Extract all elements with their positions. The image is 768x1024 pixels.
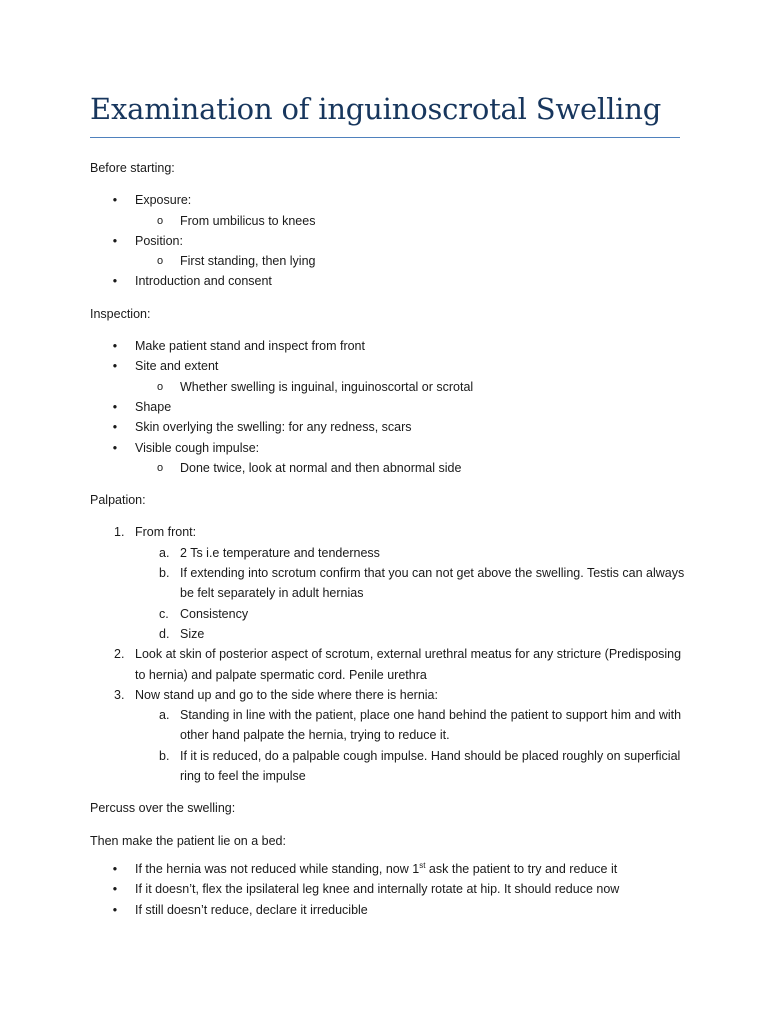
item-letter: c. — [159, 606, 169, 621]
list-item — [90, 438, 690, 479]
list-item-label: Exposure: — [135, 193, 192, 208]
item-letter: d. — [159, 626, 170, 641]
lettered-item — [135, 705, 690, 746]
list-item-label: If the hernia was not reduced while standing, now 1 — [135, 861, 420, 876]
bullet-icon: • — [112, 861, 118, 876]
list-item — [90, 900, 690, 920]
lettered-item-text: Standing in line with the patient, place one hand behind the patient to support him and with other hand palpate the hernia, trying to reduce it. — [180, 708, 682, 743]
sub-list-item — [135, 377, 690, 397]
section-heading-palpation: Palpation: — [90, 493, 146, 508]
lettered-item-text: If extending into scrotum confirm that you can not get above the swelling. Testis can always be felt separately in adult hernias — [180, 566, 685, 601]
list-item — [90, 336, 690, 356]
bullet-icon: • — [112, 902, 118, 917]
circle-bullet-icon: o — [156, 461, 164, 474]
circle-bullet-icon: o — [156, 380, 164, 393]
sub-list — [135, 251, 690, 271]
sub-list-item-label: Whether swelling is inguinal, inguinoscortal or scrotal — [180, 379, 474, 394]
lying-list — [90, 859, 690, 920]
list-item — [90, 356, 690, 397]
list-item-label-cont: ask the patient to try and reduce it — [425, 861, 618, 876]
section-heading-inspection: Inspection: — [90, 306, 151, 321]
list-item — [90, 231, 690, 272]
list-item-label: If still doesn’t reduce, declare it irreducible — [135, 902, 368, 917]
sub-list — [135, 377, 690, 397]
lettered-item — [135, 543, 690, 563]
ordinal-suffix: st — [419, 860, 426, 870]
palpation-list — [90, 522, 690, 786]
sub-list-item — [135, 251, 690, 271]
lettered-item-text: If it is reduced, do a palpable cough impulse. Hand should be placed roughly on superficial ring to feel the impulse — [180, 748, 681, 784]
sub-list-item — [135, 211, 690, 231]
lettered-item-text: Size — [180, 626, 205, 641]
bullet-icon: • — [112, 420, 118, 435]
page-title: Examination of inguinoscrotal Swelling — [90, 92, 662, 126]
list-item — [90, 417, 690, 437]
bullet-icon: • — [112, 440, 118, 455]
item-letter: b. — [159, 566, 170, 581]
list-item-label: Position: — [135, 233, 183, 248]
lettered-sub-list — [135, 543, 690, 644]
numbered-item-label: From front: — [135, 525, 197, 540]
bullet-icon: • — [112, 399, 118, 414]
lettered-item — [135, 563, 690, 604]
numbered-item — [90, 522, 690, 644]
circle-bullet-icon: o — [156, 214, 164, 227]
sub-list — [135, 211, 690, 231]
sub-list-item-label: First standing, then lying — [180, 254, 316, 269]
item-letter: a. — [159, 708, 170, 723]
list-item — [90, 859, 690, 879]
bullet-icon: • — [112, 274, 118, 289]
list-item-label: Visible cough impulse: — [135, 440, 260, 455]
sub-list-item-label: From umbilicus to knees — [180, 213, 316, 228]
item-number: 1. — [114, 525, 125, 540]
section-heading-before: Before starting: — [90, 161, 175, 175]
item-number: 2. — [114, 647, 125, 662]
numbered-item — [90, 685, 690, 786]
title-underline — [90, 137, 680, 138]
bullet-icon: • — [112, 233, 118, 248]
sub-list-item-label: Done twice, look at normal and then abnormal side — [180, 460, 462, 475]
bullet-icon: • — [112, 339, 118, 354]
lettered-item-text: Consistency — [180, 606, 249, 621]
list-item-label: Skin overlying the swelling: for any redness, scars — [135, 420, 412, 435]
bullet-icon: • — [112, 882, 118, 897]
list-item-label: Site and extent — [135, 359, 219, 374]
numbered-item — [90, 644, 690, 685]
lettered-sub-list — [135, 705, 690, 786]
section-heading-lying: Then make the patient lie on a bed: — [90, 833, 286, 848]
item-number: 3. — [114, 687, 125, 702]
lettered-item-text: 2 Ts i.e temperature and tenderness — [180, 545, 380, 560]
sub-list-item — [135, 458, 690, 478]
numbered-item-label: Now stand up and go to the side where there is hernia: — [135, 687, 438, 702]
numbered-item-label: Look at skin of posterior aspect of scrotum, external urethral meatus for any stricture (Predisposing to hernia) and palpate spermatic cord. Penile urethra — [135, 647, 682, 682]
item-letter: b. — [159, 748, 170, 763]
item-letter: a. — [159, 545, 170, 560]
section-heading-percuss: Percuss over the swelling: — [90, 801, 236, 816]
document-body — [90, 158, 690, 920]
lettered-item — [135, 604, 690, 624]
inspection-list — [90, 336, 690, 478]
list-item-label: Shape — [135, 399, 172, 414]
list-item — [90, 397, 690, 417]
circle-bullet-icon: o — [156, 255, 164, 268]
lettered-item — [135, 624, 690, 644]
list-item — [90, 190, 690, 231]
bullet-icon: • — [112, 193, 118, 208]
lettered-item — [135, 746, 690, 787]
list-item-label: If it doesn’t, flex the ipsilateral leg knee and internally rotate at hip. It should reduce now — [135, 882, 620, 897]
list-item-label: Introduction and consent — [135, 274, 272, 289]
bullet-icon: • — [112, 359, 118, 374]
list-item — [90, 271, 690, 291]
sub-list — [135, 458, 690, 478]
list-item — [90, 879, 690, 899]
list-item-label: Make patient stand and inspect from front — [135, 339, 365, 354]
before-list — [90, 190, 690, 291]
